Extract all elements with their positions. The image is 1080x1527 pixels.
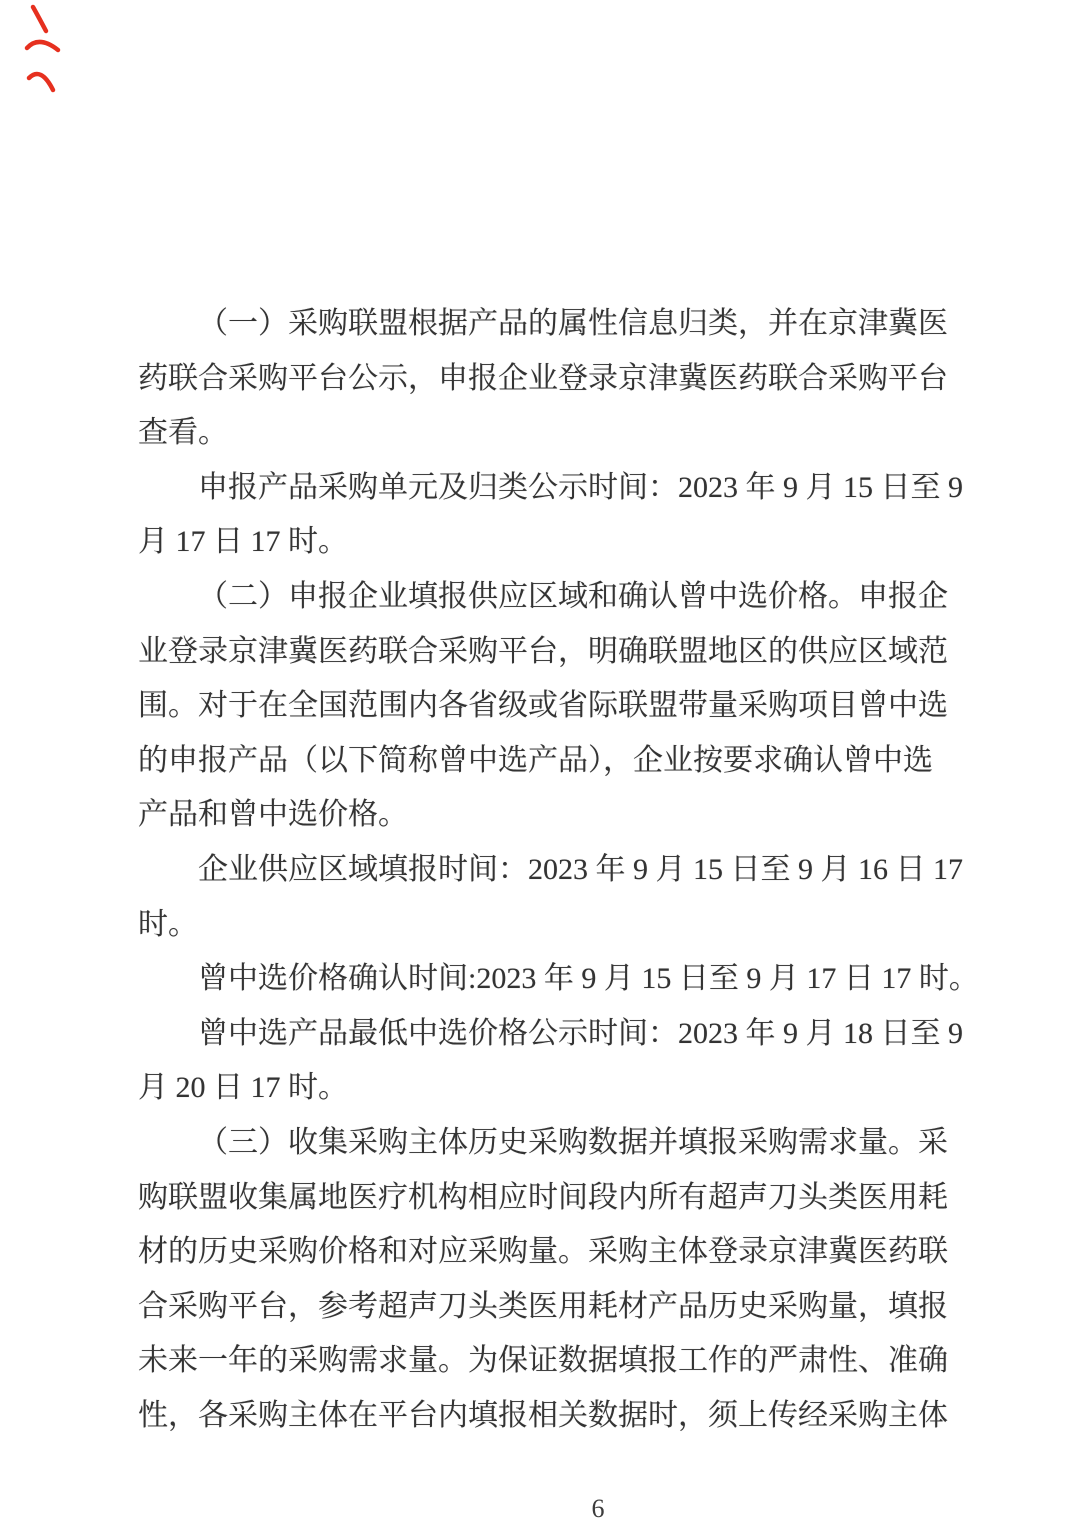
- text-line: 曾中选产品最低中选价格公示时间：2023 年 9 月 18 日至 9: [198, 1016, 963, 1050]
- text-line: 查看。: [138, 416, 228, 450]
- text-line: 合采购平台，参考超声刀头类医用耗材产品历史采购量，填报: [138, 1289, 948, 1323]
- text-line: 的申报产品（以下简称曾中选产品），企业按要求确认曾中选: [138, 743, 933, 777]
- text-line: 性，各采购主体在平台内填报相关数据时，须上传经采购主体: [138, 1398, 948, 1432]
- text-line: 月 17 日 17 时。: [138, 525, 348, 559]
- text-line: 时。: [138, 907, 198, 941]
- text-line: （三）收集采购主体历史采购数据并填报采购需求量。采: [198, 1125, 948, 1159]
- text-line: 购联盟收集属地医疗机构相应时间段内所有超声刀头类医用耗: [138, 1180, 948, 1214]
- text-line: 产品和曾中选价格。: [138, 798, 408, 832]
- text-line: 业登录京津冀医药联合采购平台，明确联盟地区的供应区域范: [138, 634, 948, 668]
- red-pen-annotation: [22, 2, 68, 100]
- text-line: 月 20 日 17 时。: [138, 1071, 348, 1105]
- text-line: 企业供应区域填报时间：2023 年 9 月 15 日至 9 月 16 日 17: [198, 852, 963, 886]
- page-number: 6: [591, 1494, 605, 1523]
- text-line: 未来一年的采购需求量。为保证数据填报工作的严肃性、准确: [138, 1344, 948, 1378]
- text-line: （一）采购联盟根据产品的属性信息归类，并在京津冀医: [198, 307, 948, 340]
- document-body: [138, 297, 979, 1443]
- text-line: 曾中选价格确认时间:2023 年 9 月 15 日至 9 月 17 日 17 时。: [198, 962, 979, 996]
- text-line: 材的历史采购价格和对应采购量。采购主体登录京津冀医药联: [138, 1235, 948, 1269]
- text-line: 申报产品采购单元及归类公示时间：2023 年 9 月 15 日至 9: [198, 470, 963, 504]
- text-line: 药联合采购平台公示，申报企业登录京津冀医药联合采购平台: [138, 361, 948, 395]
- text-line: （二）申报企业填报供应区域和确认曾中选价格。申报企: [198, 579, 948, 613]
- text-line: 围。对于在全国范围内各省级或省际联盟带量采购项目曾中选: [138, 689, 948, 723]
